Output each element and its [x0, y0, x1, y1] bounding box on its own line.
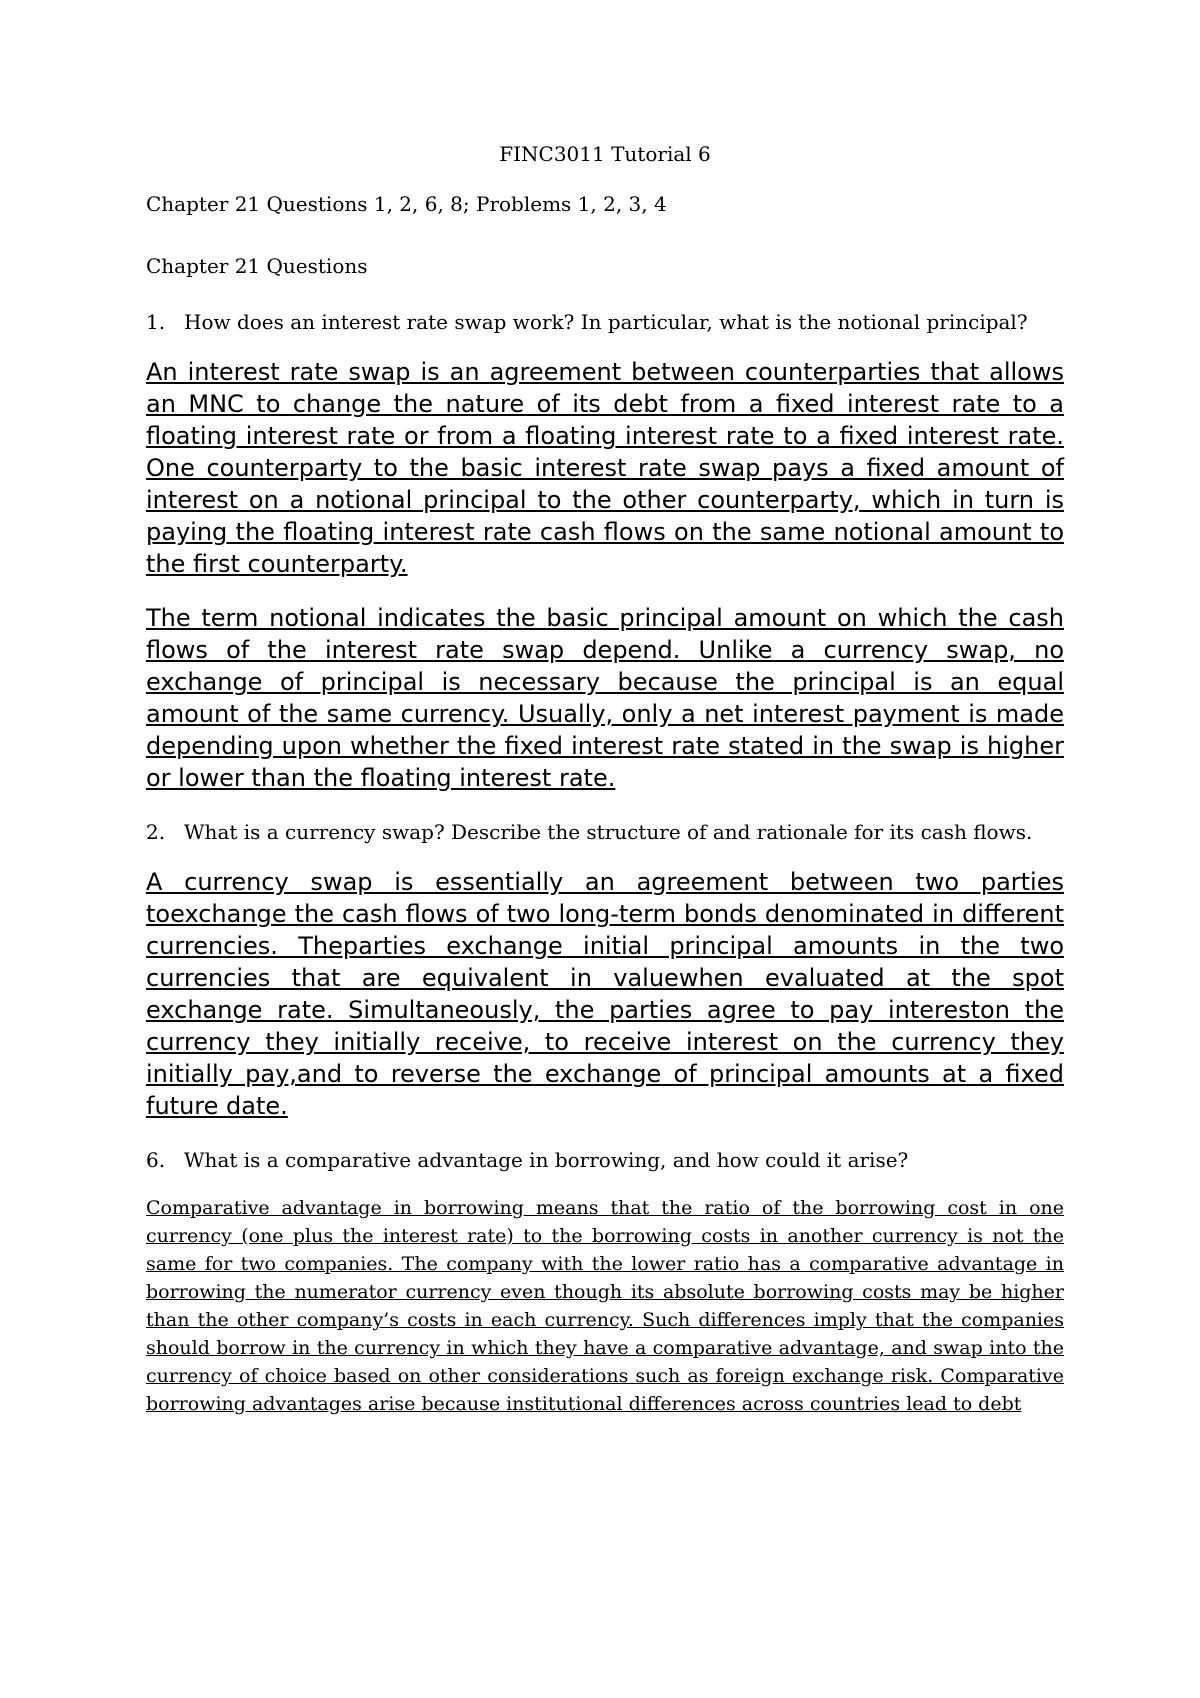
question-2	[146, 818, 1064, 846]
question-text: What is a currency swap? Describe the structure of and rationale for its cash flows.	[184, 820, 1033, 844]
answer-1-paragraph-1: An interest rate swap is an agreement between counterparties that allows an MNC to change the nature of its debt from a fixed interest rate to a floating interest rate or from a floating interest rate to a fixed interest rate. One counterparty to the basic interest rate swap pays a fixed amount of interest on a notional principal to the other counterparty, which in turn is paying the floating interest rate cash flows on the same notional amount to the first counterparty.	[146, 358, 1064, 578]
answer-2-paragraph-1: A currency swap is essentially an agreement between two parties toexchange the cash flows of two long-term bonds denominated in different currencies. Theparties exchange initial principal amounts in the two currencies that are equivalent in valuewhen evaluated at the spot exchange rate. Simultaneously, the parties agree to pay intereston the currency they initially receive, to receive interest on the currency they initially pay,and to reverse the exchange of principal amounts at a fixed future date.	[146, 868, 1064, 1120]
page-title: FINC3011 Tutorial 6	[499, 142, 711, 166]
document-body	[146, 140, 1064, 1418]
question-number: 1.	[146, 310, 166, 334]
assignment-subtitle: Chapter 21 Questions 1, 2, 6, 8; Problems 1, 2, 3, 4	[146, 192, 667, 216]
answer-1-paragraph-2: The term notional indicates the basic principal amount on which the cash flows of the interest rate swap depend. Unlike a currency swap, no exchange of principal is necessary because the principal is an equal amount of the same currency. Usually, only a net interest payment is made depending upon whether the fixed interest rate stated in the swap is higher or lower than the floating interest rate.	[146, 604, 1064, 792]
question-text: What is a comparative advantage in borrowing, and how could it arise?	[184, 1148, 909, 1172]
question-number: 2.	[146, 820, 166, 844]
question-6	[146, 1146, 1064, 1174]
answer-6-paragraph-1: Comparative advantage in borrowing means that the ratio of the borrowing cost in one currency (one plus the interest rate) to the borrowing costs in another currency is not the same for two companies. The company with the lower ratio has a comparative advantage in borrowing the numerator currency even though its absolute borrowing costs may be higher than the other company’s costs in each currency. Such differences imply that the companies should borrow in the currency in which they have a comparative advantage, and swap into the currency of choice based on other considerations such as foreign exchange risk. Comparative borrowing advantages arise because institutional differences across countries lead to debt	[146, 1197, 1064, 1415]
question-text: How does an interest rate swap work? In particular, what is the notional principal?	[184, 310, 1028, 334]
question-1	[146, 308, 1064, 336]
section-heading: Chapter 21 Questions	[146, 254, 368, 278]
question-number: 6.	[146, 1148, 166, 1172]
